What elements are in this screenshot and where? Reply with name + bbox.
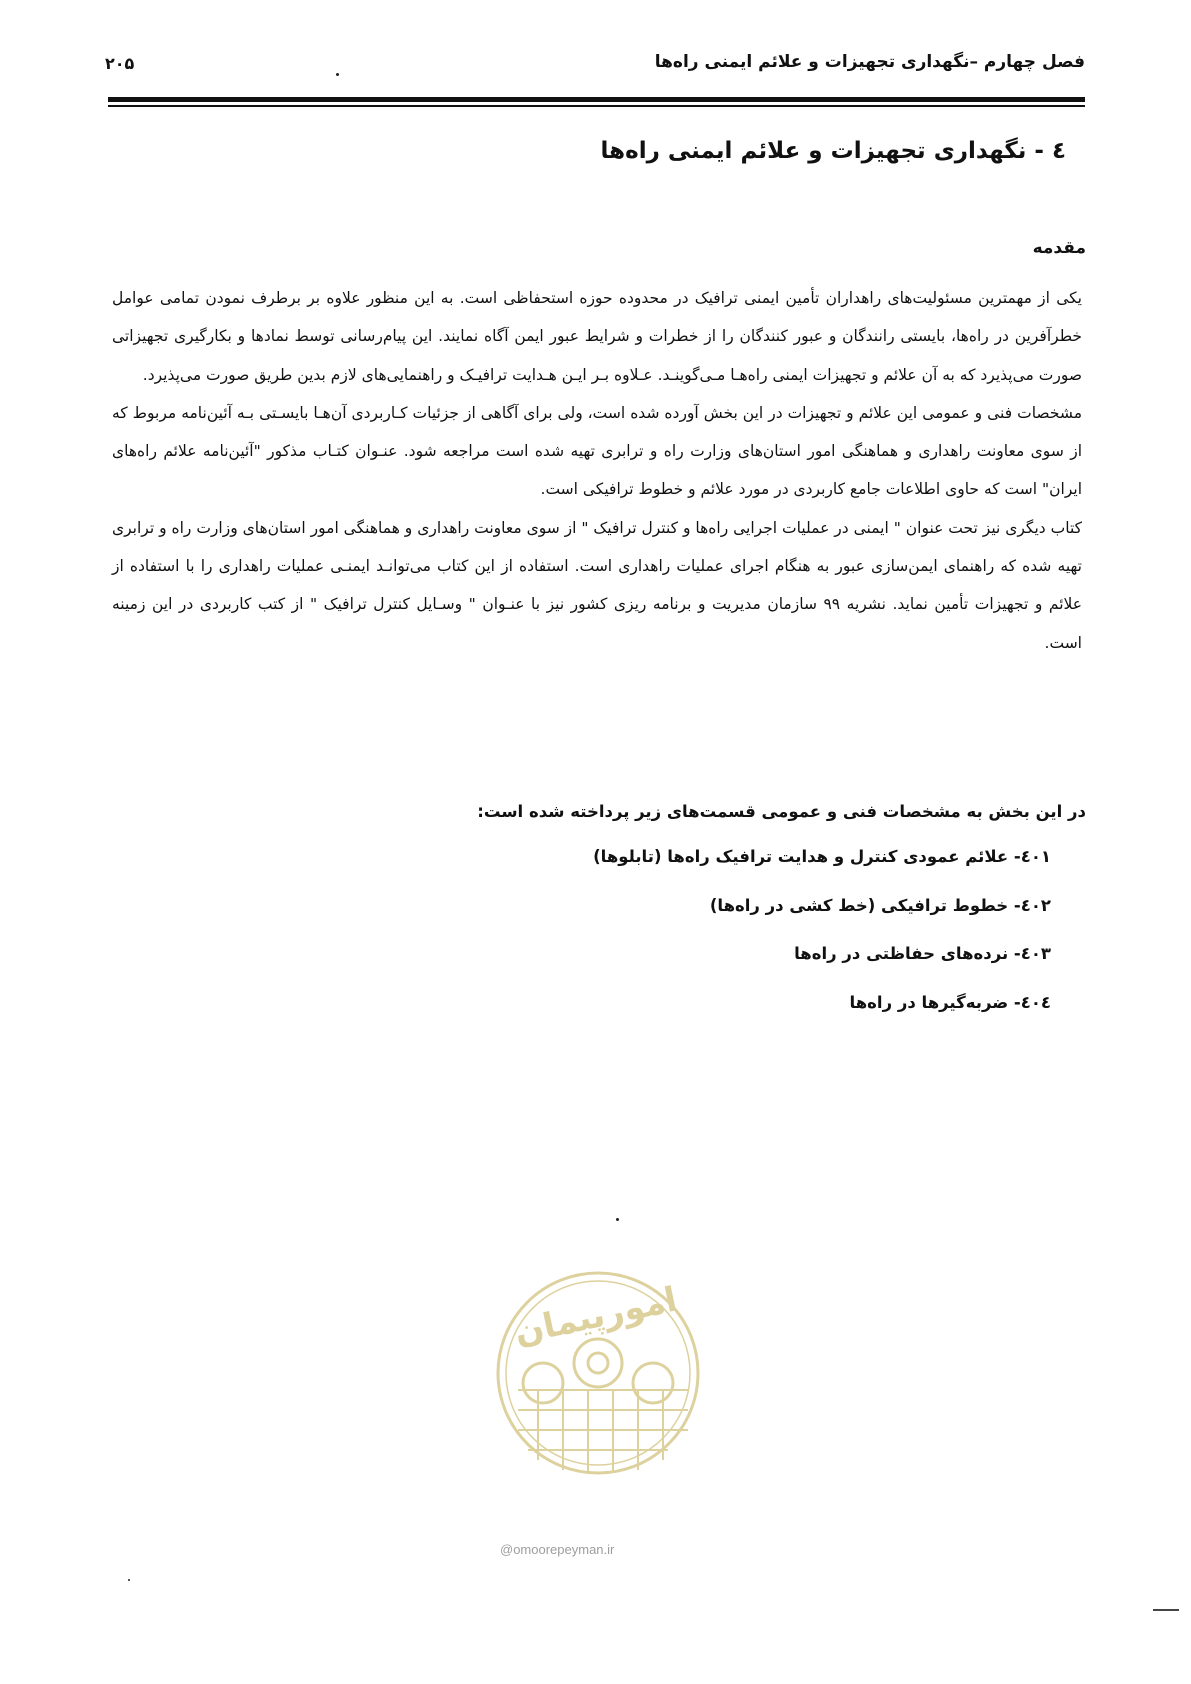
list-intro: در این بخش به مشخصات فنی و عمومی قسمت‌های زیر پرداخته شده است: xyxy=(477,802,1086,821)
scan-speck xyxy=(128,1579,130,1581)
header-rule-thin xyxy=(108,105,1085,107)
watermark-logo-text: امورپیمان xyxy=(510,1279,681,1353)
section-title: مقدمه xyxy=(1032,238,1086,258)
list-item: ٤٠١- علائم عمودی کنترل و هدایت ترافیک راه‌ها (تابلوها) xyxy=(593,847,1051,866)
paragraph: مشخصات فنی و عمومی این علائم و تجهیزات در این بخش آورده شده است، ولی برای آگاهی از جزئیات کـاربردی آن‌هـا بایسـتی بـه آئین‌نامه مربوط که از سوی معاونت راهداری و هماهنگی امور استان‌های وزارت راه و ترابری تهیه شده است مراجعه شود. عنـوان کتـاب مذکور "آئین‌نامه علائم راه‌های ایران" است که حاوی اطلاعات جامع کاربردی در مورد علائم و خطوط ترافیکی است. xyxy=(112,403,1082,499)
running-header xyxy=(105,50,1085,80)
watermark-logo xyxy=(488,1265,708,1555)
page-number: ۲۰۵ xyxy=(105,54,135,73)
watermark-url: @omoorepeyman.ir xyxy=(500,1542,615,1557)
scan-speck xyxy=(616,1218,619,1221)
list-item: ٤٠٤- ضربه‌گیرها در راه‌ها xyxy=(849,992,1051,1012)
list-item: ٤٠٢- خطوط ترافیکی (خط کشی در راه‌ها) xyxy=(709,895,1051,915)
section-list xyxy=(593,842,1051,1036)
body-text xyxy=(112,279,1082,662)
paragraph: یکی از مهمترین مسئولیت‌های راهداران تأمین ایمنی ترافیک در محدوده حوزه استحفاظی است. به این منظور علاوه بر برطرف نمودن تمامی عوامل خطرآفرین در راه‌ها، بایستی رانندگان و عبور کنندگان را از خطرات و شرایط عبور ایمن آگاه نمایند. این پیام‌رسانی توسط نمادها و بکارگیری تجهیزاتی صورت می‌پذیرد که به آن علائم و تجهیزات ایمنی راه‌هـا مـی‌گوینـد. عـلاوه بـر ایـن هـدایت ترافیـک و راهنمایی‌های لازم بدین طریق صورت می‌پذیرد. xyxy=(112,289,1082,384)
scan-speck xyxy=(336,73,339,76)
margin-mark xyxy=(1153,1609,1179,1611)
running-title: فصل چهارم –نگهداری تجهیزات و علائم ایمنی راه‌ها xyxy=(654,52,1085,72)
paragraph: کتاب دیگری نیز تحت عنوان " ایمنی در عملیات اجرایی راه‌ها و کنترل ترافیک " از سوی معاونت راهداری و هماهنگی امور استان‌های وزارت راه و ترابری تهیه شده که راهنمای ایمن‌سازی عبور به هنگام اجرای عملیات راهداری است. استفاده از این کتاب می‌توانـد ایمنـی عملیات راهداری را با استفاده از علائم و تجهیزات تأمین نماید. نشریه ۹۹ سازمان مدیریت و برنامه ریزی کشور نیز با عنـوان " وسـایل کنترل ترافیک " از کتب کاربردی در این زمینه است. xyxy=(111,518,1083,652)
header-rule-thick xyxy=(108,97,1085,102)
list-item: ٤٠٣- نرده‌های حفاظتی در راه‌ها xyxy=(794,944,1051,963)
chapter-title: ٤ - نگهداری تجهیزات و علائم ایمنی راه‌ها xyxy=(600,138,1066,164)
